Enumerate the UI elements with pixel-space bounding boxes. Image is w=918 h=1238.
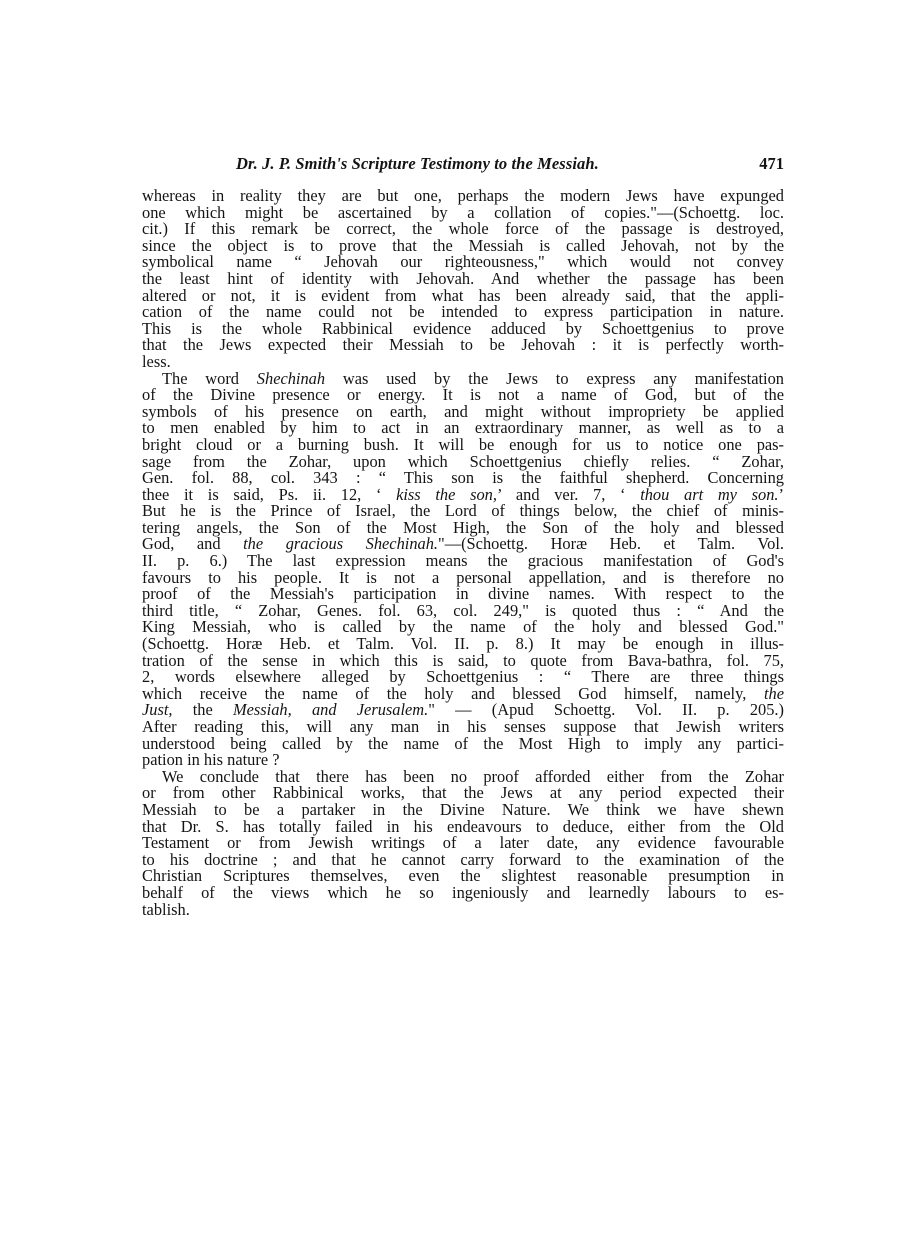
- text-run: The word: [162, 368, 257, 388]
- text-run: After reading this, will any man in his senses suppose that Jewish writers: [142, 717, 784, 736]
- text-run: since the object is to prove that the Messiah is called Jehovah, not by the: [142, 235, 784, 255]
- text-run: Messiah to be a partaker in the Divine Nature. We think we have shewn: [142, 799, 784, 819]
- text-run: cation of the name could not be intended to express participation in nature.: [142, 302, 784, 322]
- text-run: pation in his nature ?: [142, 750, 280, 770]
- italic-text: the: [763, 683, 784, 703]
- text-run: favours to his people. It is not a personal appellation, and is therefore no: [142, 567, 784, 587]
- text-run: bright cloud or a burning bush. It will be enough for us to notice one pas-: [142, 434, 784, 454]
- text-run: tration of the sense in which this is said, to quote from Bava-bathra, fol. 75,: [142, 650, 784, 670]
- running-head: [142, 154, 784, 176]
- text-run: that Dr. S. has totally failed in his endeavours to deduce, either from the Old: [142, 816, 784, 836]
- text-run: the least hint of identity with Jehovah. And whether the passage has been: [142, 268, 784, 288]
- text-run: cit.) If this remark be correct, the whole force of the passage is destroyed,: [142, 219, 784, 239]
- text-line: [142, 899, 784, 919]
- text-run: proof of the Messiah's participation in divine names. With respect to the: [142, 584, 784, 604]
- text-run: Gen. fol. 88, col. 343 : “ This son is the faithful shepherd. Concerning: [142, 468, 784, 488]
- text-run: behalf of the views which he so ingeniously and learnedly labours to es-: [142, 882, 784, 902]
- text-run: one which might be ascertained by a collation of copies."—(Schoettg. loc.: [142, 202, 784, 222]
- text-run: King Messiah, who is called by the name of the holy and blessed God.": [142, 617, 784, 637]
- text-run: understood being called by the name of the Most High to imply any partici-: [142, 733, 784, 753]
- text-run: tablish.: [142, 899, 190, 919]
- text-line: [142, 337, 784, 354]
- italic-text: the gracious Shechinah.: [243, 534, 439, 554]
- text-run: Christian Scriptures themselves, even the slightest reasonable presumption in: [142, 866, 784, 886]
- text-run: " — (Apud Schoettg. Vol. II. p. 205.): [428, 700, 784, 720]
- italic-text: thou art my son.: [640, 484, 779, 504]
- paragraph: [142, 368, 784, 770]
- running-head-title: Dr. J. P. Smith's Scripture Testimony to the Messiah.: [236, 154, 599, 173]
- text-run: But he is the Prince of Israel, the Lord of things below, the chief of minis-: [142, 501, 784, 521]
- text-run: symbolical name “ Jehovah our righteousness," which would not convey: [142, 252, 784, 272]
- text-run: ’ and ver. 7, ‘: [496, 484, 641, 504]
- text-run: was used by the Jews to express any manifestation: [325, 368, 784, 388]
- text-run: Testament or from Jewish writings of a later date, any evidence favourable: [142, 833, 784, 853]
- text-run: symbols of his presence on earth, and might without impropriety be applied: [142, 401, 784, 421]
- text-run: to men enabled by him to act in an extraordinary manner, as well as to a: [142, 418, 784, 438]
- text-run: (Schoettg. Horæ Heb. et Talm. Vol. II. p. 8.) It may be enough in illus-: [142, 634, 784, 654]
- text-run: whereas in reality they are but one, perhaps the modern Jews have expunged: [142, 186, 784, 205]
- text-run: II. p. 6.) The last expression means the gracious manifestation of God's: [142, 551, 784, 571]
- text-run: that the Jews expected their Messiah to be Jehovah : it is perfectly worth-: [142, 335, 784, 355]
- paragraph: [142, 766, 784, 919]
- text-run: 2, words elsewhere alleged by Schoettgenius : “ There are three things: [142, 667, 784, 687]
- text-line: [142, 882, 784, 902]
- text-run: This is the whole Rabbinical evidence adduced by Schoettgenius to prove: [142, 318, 784, 338]
- text-run: third title, “ Zohar, Genes. fol. 63, col. 249," is quoted thus : “ And the: [142, 600, 784, 620]
- text-run: or from other Rabbinical works, that the Jews at any period expected their: [142, 783, 784, 803]
- italic-text: kiss the son,: [396, 484, 497, 504]
- text-run: the: [172, 700, 233, 720]
- text-run: which receive the name of the holy and blessed God himself, namely,: [142, 683, 764, 703]
- text-run: to his doctrine ; and that he cannot carry forward to the examination of the: [142, 849, 784, 869]
- text-run: God, and: [142, 534, 244, 554]
- text-run: ’: [778, 484, 784, 504]
- text-run: We conclude that there has been no proof afforded either from the Zohar: [162, 766, 784, 786]
- text-run: altered or not, it is evident from what has been already said, that the appli-: [142, 285, 784, 305]
- text-run: less.: [142, 351, 171, 371]
- text-run: tering angels, the Son of the Most High, the Son of the holy and blessed: [142, 517, 784, 537]
- italic-text: Messiah, and Jerusalem.: [233, 700, 429, 720]
- text-run: thee it is said, Ps. ii. 12, ‘: [142, 484, 397, 504]
- paragraph: [142, 188, 784, 371]
- text-run: sage from the Zohar, upon which Schoettgenius chiefly relies. “ Zohar,: [142, 451, 784, 471]
- text-run: of the Divine presence or energy. It is not a name of God, but of the: [142, 385, 784, 405]
- text-run: "—(Schoettg. Horæ Heb. et Talm. Vol.: [438, 534, 784, 554]
- body-text: [142, 188, 784, 918]
- page-number: 471: [759, 154, 784, 173]
- italic-text: Shechinah: [256, 368, 326, 388]
- italic-text: Just,: [142, 700, 173, 720]
